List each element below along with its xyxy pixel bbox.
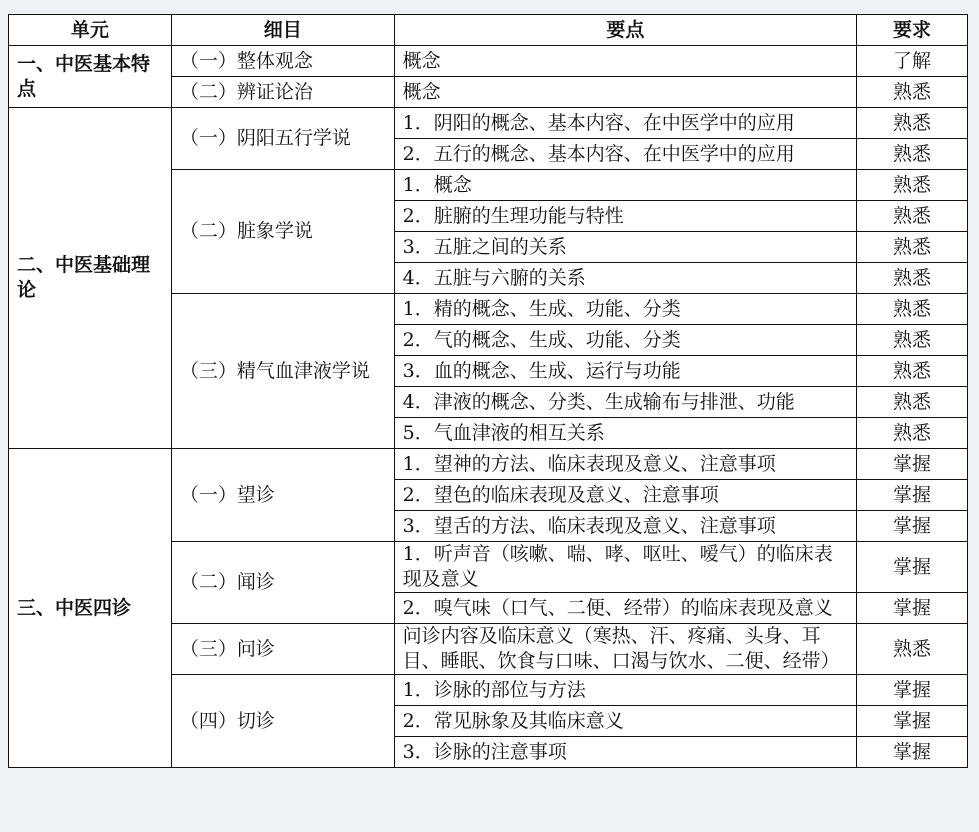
- point-cell: 概念: [394, 46, 856, 77]
- point-cell: 2．脏腑的生理功能与特性: [394, 201, 856, 232]
- unit-cell: 一、中医基本特点: [9, 46, 172, 108]
- point-cell: 1．概念: [394, 170, 856, 201]
- requirement-cell: 掌握: [857, 511, 968, 542]
- requirement-cell: 掌握: [857, 593, 968, 624]
- requirement-cell: 熟悉: [857, 356, 968, 387]
- syllabus-table: [8, 14, 968, 768]
- requirement-cell: 掌握: [857, 542, 968, 593]
- point-cell: 2．常见脉象及其临床意义: [394, 706, 856, 737]
- point-cell: 1．精的概念、生成、功能、分类: [394, 294, 856, 325]
- point-cell: 4．五脏与六腑的关系: [394, 263, 856, 294]
- requirement-cell: 掌握: [857, 737, 968, 768]
- requirement-cell: 熟悉: [857, 108, 968, 139]
- header-row: [9, 15, 968, 46]
- point-cell: 3．望舌的方法、临床表现及意义、注意事项: [394, 511, 856, 542]
- requirement-cell: 熟悉: [857, 77, 968, 108]
- point-cell: 2．气的概念、生成、功能、分类: [394, 325, 856, 356]
- detail-cell: （四）切诊: [171, 675, 394, 768]
- requirement-cell: 熟悉: [857, 201, 968, 232]
- requirement-cell: 熟悉: [857, 139, 968, 170]
- requirement-cell: 掌握: [857, 675, 968, 706]
- point-cell: 3．五脏之间的关系: [394, 232, 856, 263]
- requirement-cell: 熟悉: [857, 232, 968, 263]
- point-cell: 4．津液的概念、分类、生成输布与排泄、功能: [394, 387, 856, 418]
- header-detail: 细目: [171, 15, 394, 46]
- point-cell: 概念: [394, 77, 856, 108]
- requirement-cell: 熟悉: [857, 294, 968, 325]
- requirement-cell: 了解: [857, 46, 968, 77]
- requirement-cell: 熟悉: [857, 170, 968, 201]
- point-cell: 1．听声音（咳嗽、喘、哮、呕吐、嗳气）的临床表现及意义: [394, 542, 856, 593]
- header-requirement: 要求: [857, 15, 968, 46]
- requirement-cell: 掌握: [857, 706, 968, 737]
- detail-cell: （三）问诊: [171, 624, 394, 675]
- detail-cell: （一）阴阳五行学说: [171, 108, 394, 170]
- point-cell: 2．嗅气味（口气、二便、经带）的临床表现及意义: [394, 593, 856, 624]
- detail-cell: （三）精气血津液学说: [171, 294, 394, 449]
- requirement-cell: 熟悉: [857, 624, 968, 675]
- requirement-cell: 掌握: [857, 449, 968, 480]
- detail-cell: （二）辨证论治: [171, 77, 394, 108]
- detail-cell: （二）闻诊: [171, 542, 394, 624]
- point-cell: 5．气血津液的相互关系: [394, 418, 856, 449]
- table-row: [9, 449, 968, 480]
- point-cell: 问诊内容及临床意义（寒热、汗、疼痛、头身、耳目、睡眠、饮食与口味、口渴与饮水、二便、经带）: [394, 624, 856, 675]
- point-cell: 1．诊脉的部位与方法: [394, 675, 856, 706]
- detail-cell: （二）脏象学说: [171, 170, 394, 294]
- detail-cell: （一）望诊: [171, 449, 394, 542]
- requirement-cell: 掌握: [857, 480, 968, 511]
- requirement-cell: 熟悉: [857, 387, 968, 418]
- requirement-cell: 熟悉: [857, 325, 968, 356]
- unit-cell: 三、中医四诊: [9, 449, 172, 768]
- point-cell: 3．血的概念、生成、运行与功能: [394, 356, 856, 387]
- header-point: 要点: [394, 15, 856, 46]
- table-row: [9, 108, 968, 139]
- header-unit: 单元: [9, 15, 172, 46]
- requirement-cell: 熟悉: [857, 418, 968, 449]
- point-cell: 1．阴阳的概念、基本内容、在中医学中的应用: [394, 108, 856, 139]
- unit-cell: 二、中医基础理论: [9, 108, 172, 449]
- point-cell: 2．望色的临床表现及意义、注意事项: [394, 480, 856, 511]
- point-cell: 1．望神的方法、临床表现及意义、注意事项: [394, 449, 856, 480]
- table-row: [9, 46, 968, 77]
- requirement-cell: 熟悉: [857, 263, 968, 294]
- point-cell: 2．五行的概念、基本内容、在中医学中的应用: [394, 139, 856, 170]
- point-cell: 3．诊脉的注意事项: [394, 737, 856, 768]
- detail-cell: （一）整体观念: [171, 46, 394, 77]
